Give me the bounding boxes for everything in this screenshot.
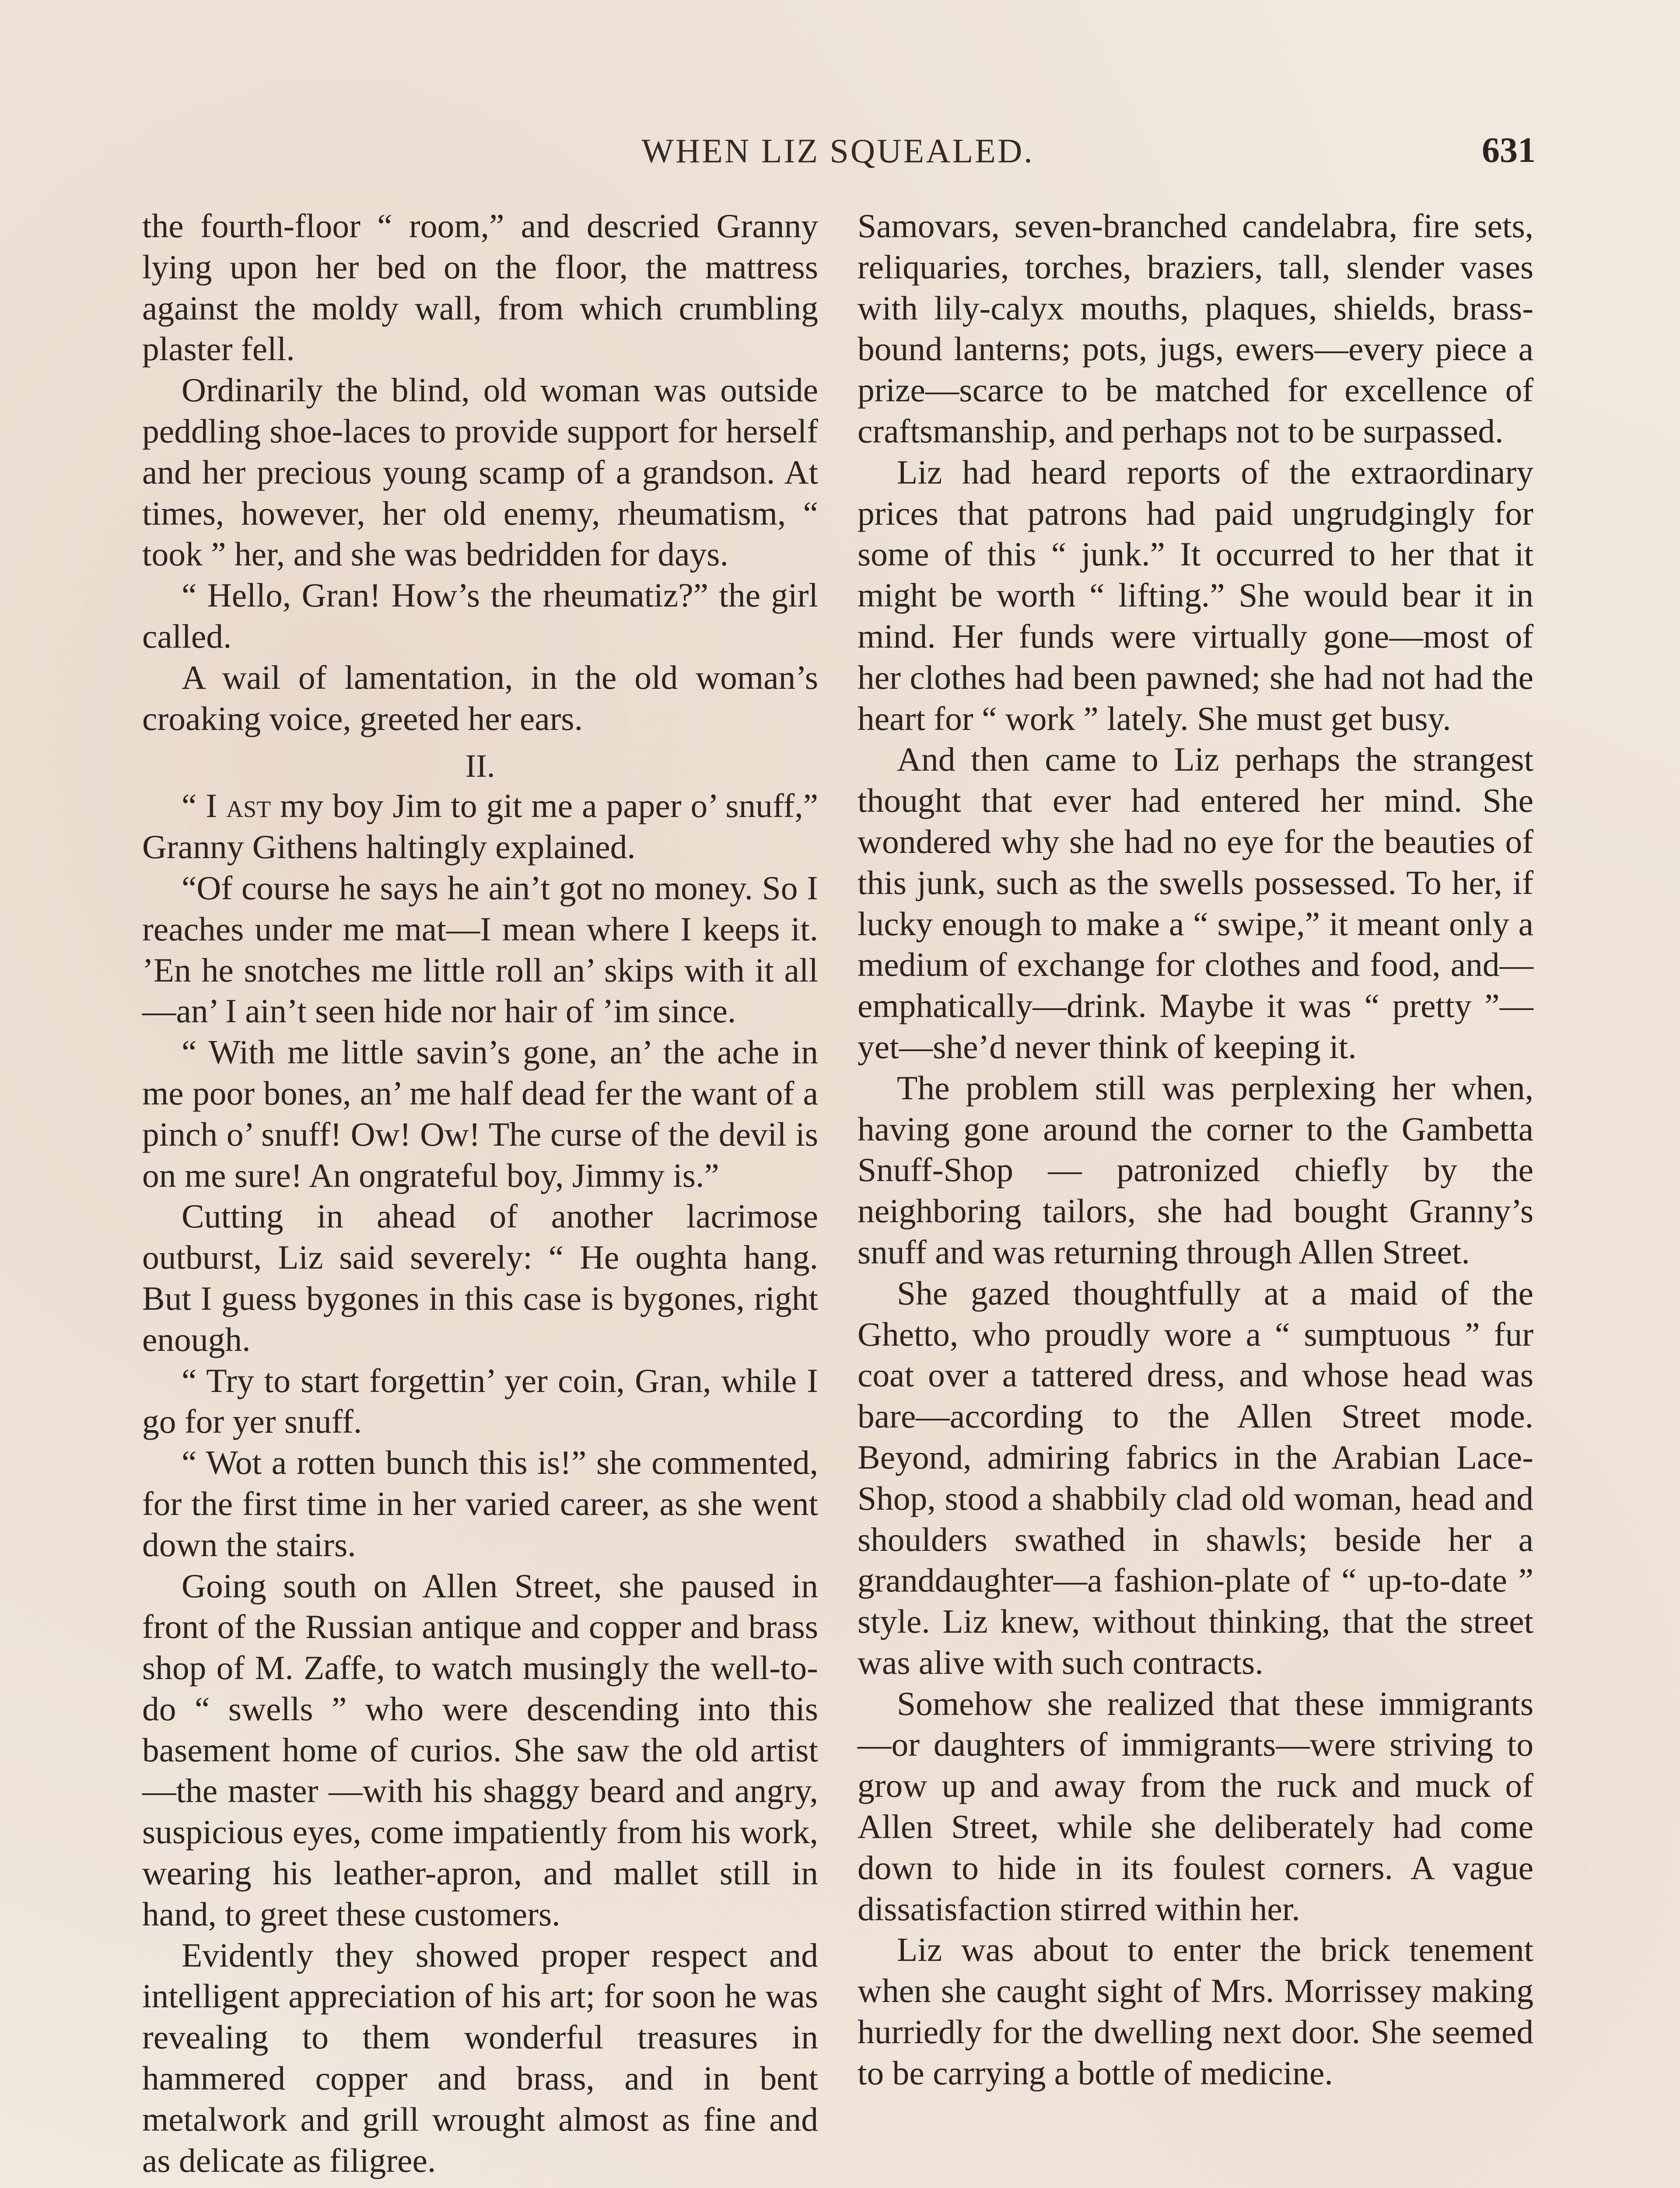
paragraph: the fourth-floor “ room,” and descried Granny lying upon her bed on the floor, the mattress against the moldy wall, from which crumbling plaster fell. <box>142 207 818 368</box>
paragraph: She gazed thoughtfully at a maid of the Ghetto, who proudly wore a “ sumptuous ” fur coat over a tattered dress, and whose head was bare—according to the Allen Street mode. Beyond, admiring fabrics in the Arabian Lace-Shop, stood a shabbily clad old woman, head and shoulders swathed in shawls; beside her a granddaughter—a fashion-plate of “ up-to-date ” style. Liz knew, without thinking, that the street was alive with such contracts. <box>858 1274 1533 1681</box>
story-title: WHEN LIZ SQUEALED. <box>641 132 1034 170</box>
paragraph-text: my boy Jim to git me a paper o’ snuff,” Granny Githens haltingly explained. <box>142 787 818 866</box>
paragraph: The problem still was perplexing her when, having gone around the corner to the Gambetta Snuff-Shop — patronized chiefly by the neighboring tailors, she had bought Granny’s snuff and was returning through Allen Street. <box>858 1069 1533 1271</box>
right-column <box>858 206 1533 2094</box>
paragraph: “Of course he says he ain’t got no money. So I reaches under me mat—I mean where I keeps it. ’En he snotches me little roll an’ skips with it all—an’ I ain’t seen hide nor hair of ’im since. <box>142 869 818 1030</box>
paragraph: Ordinarily the blind, old woman was outside peddling shoe-laces to provide support for herself and her precious young scamp of a grandson. At times, however, her old enemy, rheumatism, “ took ” her, and she was bedridden for days. <box>142 371 818 573</box>
small-caps-word: ast <box>226 787 271 825</box>
section-heading: II. <box>465 748 495 785</box>
paragraph: Liz had heard reports of the extraordinary prices that patrons had paid ungrudgingly for some of this “ junk.” It occurred to her that it might be worth “ lifting.” She would bear it in mind. Her funds were virtually gone—most of her clothes had been pawned; she had not had the heart for “ work ” lately. She must get busy. <box>858 453 1533 737</box>
paragraph-lead: “ I <box>182 787 227 825</box>
paragraph: Liz was about to enter the brick tenement when she caught sight of Mrs. Morrissey making hurriedly for the dwelling next door. She seemed to be carrying a bottle of medicine. <box>858 1931 1533 2092</box>
paragraph: “ With me little savin’s gone, an’ the ache in me poor bones, an’ me half dead fer the want of a pinch o’ snuff! Ow! Ow! The curse of the devil is on me sure! An ongrateful boy, Jimmy is.” <box>142 1033 818 1194</box>
left-column <box>142 206 818 2181</box>
paragraph: Somehow she realized that these immigrants—or daughters of immigrants—were striving to grow up and away from the ruck and muck of Allen Street, while she deliberately had come down to hide in its foulest corners. A vague dissatisfaction stirred within her. <box>858 1684 1533 1928</box>
paragraph <box>142 785 818 868</box>
page-number: 631 <box>1482 130 1536 170</box>
paragraph: And then came to Liz perhaps the strangest thought that ever had entered her mind. She wondered why she had no eye for the beauties of this junk, such as the swells possessed. To her, if lucky enough to make a “ swipe,” it meant only a medium of exchange for clothes and food, and—emphatically—drink. Maybe it was “ pretty ”—yet—she’d never think of keeping it. <box>858 740 1533 1066</box>
paragraph: Samovars, seven-branched candelabra, fire sets, reliquaries, torches, braziers, tall, slender vases with lily-calyx mouths, plaques, shields, brass-bound lanterns; pots, jugs, ewers—every piece a prize—scarce to be matched for excellence of craftsmanship, and perhaps not to be surpassed. <box>858 207 1533 450</box>
paragraph: Evidently they showed proper respect and intelligent appreciation of his art; for soon he was revealing to them wonderful treasures in hammered copper and brass, and in bent metalwork and grill wrought almost as fine and as delicate as filigree. <box>142 1936 818 2179</box>
paragraph: “ Hello, Gran! How’s the rheumatiz?” the girl called. <box>142 576 818 655</box>
paragraph: Cutting in ahead of another lacrimose outburst, Liz said severely: “ He oughta hang. But I guess bygones in this case is bygones, right enough. <box>142 1197 818 1358</box>
running-head <box>140 127 1536 179</box>
paragraph: “ Try to start forgettin’ yer coin, Gran, while I go for yer snuff. <box>142 1361 818 1441</box>
paragraph: Going south on Allen Street, she paused in front of the Russian antique and copper and brass shop of M. Zaffe, to watch musingly the well-to-do “ swells ” who were descending into this basement home of curios. She saw the old artist—the master —with his shaggy beard and angry, suspicious eyes, come impatiently from his work, wearing his leather-apron, and mallet still in hand, to greet these customers. <box>142 1567 818 1933</box>
paragraph: A wail of lamentation, in the old woman’s croaking voice, greeted her ears. <box>142 658 818 737</box>
paragraph: “ Wot a rotten bunch this is!” she commented, for the first time in her varied career, as she went down the stairs. <box>142 1444 818 1564</box>
